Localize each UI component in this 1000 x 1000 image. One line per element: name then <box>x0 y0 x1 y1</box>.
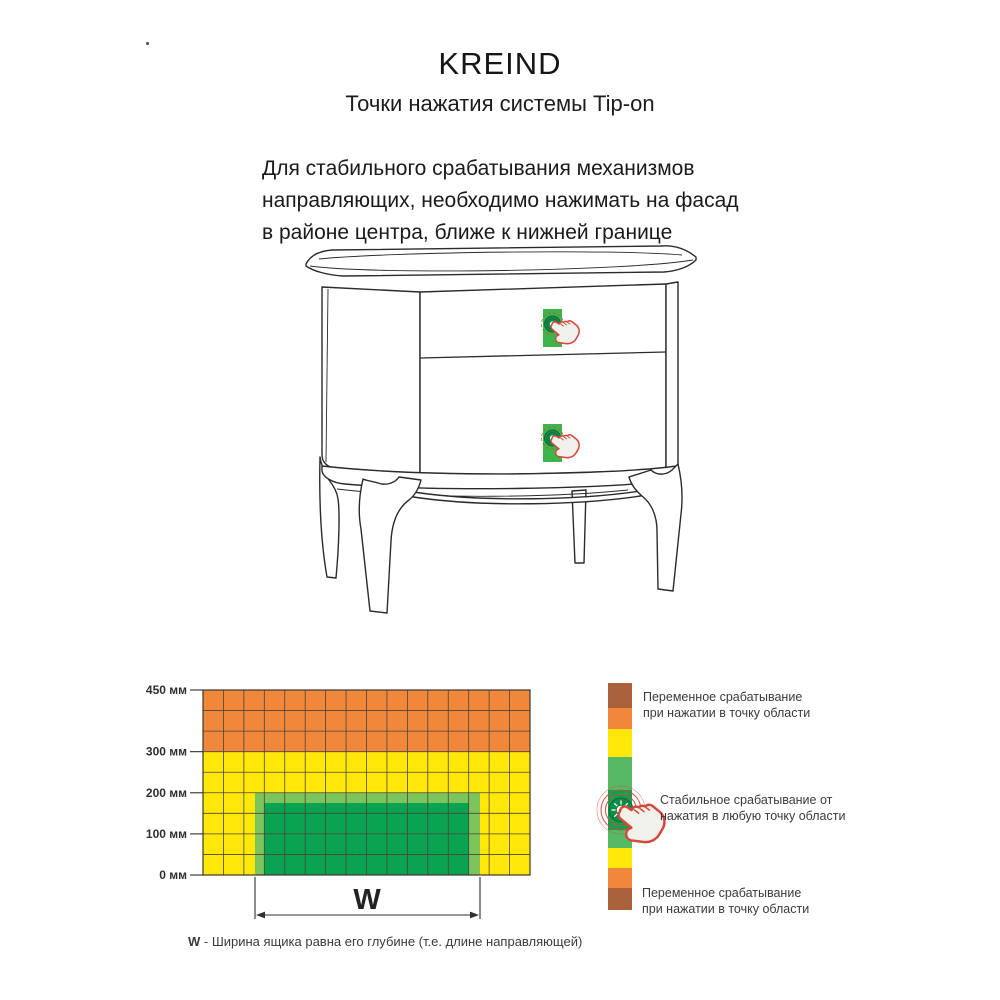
intro-line: Для стабильного срабатывания механизмов <box>262 157 695 180</box>
nightstand-base <box>320 457 682 613</box>
nightstand-illustration <box>270 235 730 635</box>
width-symbol: W <box>353 884 381 916</box>
width-caption <box>188 934 582 949</box>
intro-line: направляющих, необходимо нажимать на фасад <box>262 189 739 212</box>
stray-mark <box>146 42 149 45</box>
width-caption-text: - Ширина ящика равна его глубине (т.е. длине направляющей) <box>200 934 583 949</box>
legend-item-stable: Стабильное срабатывание от нажатия в любую точку области <box>660 793 846 823</box>
nightstand-top <box>306 246 696 276</box>
width-caption-symbol: W <box>188 934 201 949</box>
legend-color-segment <box>608 708 632 729</box>
axis-label: 100 мм <box>145 826 187 841</box>
page-header <box>0 46 1000 117</box>
axis-label: 200 мм <box>145 785 187 800</box>
axis-label: 450 мм <box>145 683 187 697</box>
press-zone-diagram <box>140 665 610 930</box>
y-axis <box>146 683 203 882</box>
page-subtitle: Точки нажатия системы Tip-on <box>345 91 655 116</box>
legend-color-segment <box>608 868 632 888</box>
axis-label: 0 мм <box>159 868 187 882</box>
legend-color-segment <box>608 683 632 708</box>
width-dimension <box>255 877 480 919</box>
brand-title: KREIND <box>438 46 562 81</box>
legend-item-variable-bottom: Переменное срабатывание при нажатии в точку области <box>642 886 810 916</box>
axis-label: 300 мм <box>145 744 187 759</box>
legend-color-segment <box>608 888 632 910</box>
nightstand-body <box>322 282 678 477</box>
intro-line: в районе центра, ближе к нижней границе <box>262 221 673 244</box>
legend-item-variable-top: Переменное срабатывание при нажатии в точку области <box>643 690 811 720</box>
legend-color-segment <box>608 729 632 757</box>
